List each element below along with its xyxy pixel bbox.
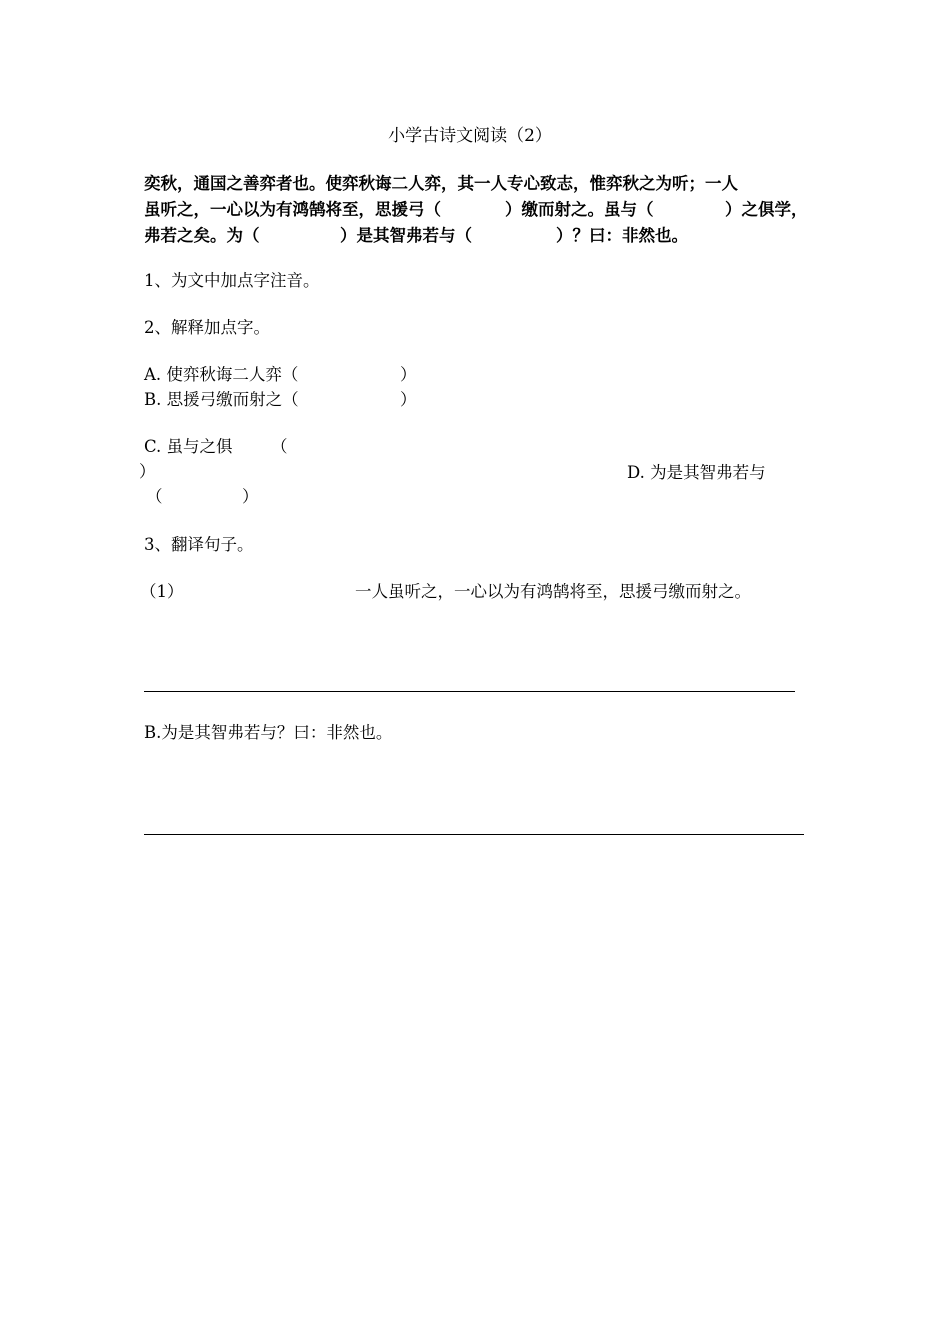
question-2-c-close: ）	[139, 462, 156, 481]
question-2-c: C. 虽与之俱	[144, 437, 233, 456]
page-title: 小学古诗文阅读（2）	[388, 126, 552, 146]
question-2-b: B. 思援弓缴而射之（	[144, 390, 299, 409]
passage-line-2a: 虽听之，一心以为有鸿鹄将至，思援弓（	[144, 200, 441, 219]
question-2-d: D. 为是其智弗若与	[627, 463, 766, 482]
answer-line-2	[144, 834, 804, 835]
question-3-label: 3、翻译句子。	[144, 535, 254, 554]
question-2-d-close: ）	[242, 487, 259, 506]
passage-line-1: 奕秋，通国之善弈者也。使弈秋诲二人弈，其一人专心致志，惟弈秋之为听；一人	[144, 174, 738, 193]
question-2-d-open: （	[146, 487, 163, 506]
passage-line-3a: 弗若之矣。为（	[144, 226, 260, 245]
question-2-c-open: （	[271, 437, 288, 456]
question-2-a: A. 使弈秋诲二人弈（	[144, 365, 299, 384]
question-2-label: 2、解释加点字。	[144, 318, 270, 337]
question-2-a-close: ）	[400, 365, 417, 384]
passage-line-2b: ）缴而射之。虽与（	[505, 200, 654, 219]
sentence-2-text: B.为是其智弗若与？曰：非然也。	[144, 723, 393, 742]
question-2-b-close: ）	[400, 390, 417, 409]
sentence-1-number: （1）	[140, 582, 184, 601]
passage-line-3c: ）？曰：非然也。	[556, 226, 688, 245]
passage-line-2c: ）之俱学，	[725, 200, 808, 219]
sentence-1-text: 一人虽听之，一心以为有鸿鹄将至，思援弓缴而射之。	[355, 582, 751, 601]
passage-line-3b: ）是其智弗若与（	[340, 226, 472, 245]
question-1: 1、为文中加点字注音。	[144, 271, 320, 290]
answer-line-1	[144, 691, 795, 692]
